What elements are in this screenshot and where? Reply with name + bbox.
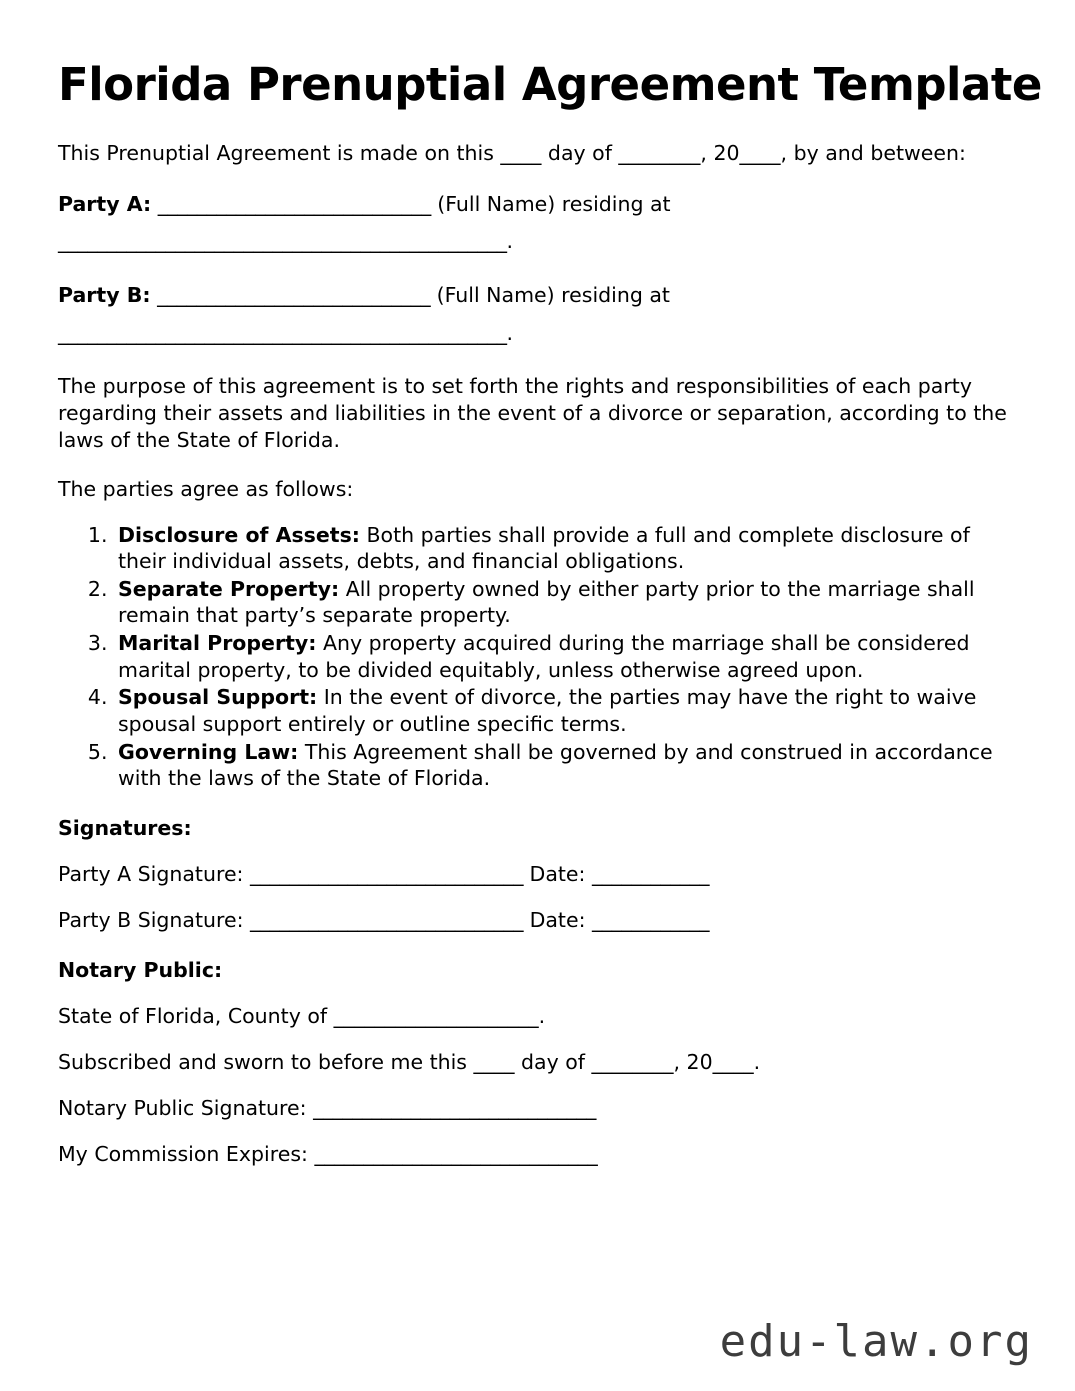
- party-a-line: [58, 190, 1013, 220]
- party-a-signature-blank: ____________________________: [250, 861, 523, 886]
- terms-list: [58, 522, 1013, 792]
- party-b-label: Party B:: [58, 283, 151, 308]
- term-title: Spousal Support:: [118, 685, 318, 710]
- list-item: [114, 739, 1013, 792]
- notary-commission-blank: _____________________________: [314, 1141, 598, 1166]
- party-b-name-blank: ____________________________: [157, 283, 431, 308]
- party-a-name-blank: ____________________________: [157, 191, 431, 216]
- list-item: [114, 630, 1013, 683]
- party-b-suffix: (Full Name) residing at: [436, 283, 670, 308]
- term-title: Governing Law:: [118, 739, 299, 764]
- list-item: [114, 522, 1013, 575]
- party-a-signature-line: [58, 862, 1013, 886]
- notary-signature-line: [58, 1096, 1013, 1120]
- party-a-label: Party A:: [58, 191, 152, 216]
- signatures-heading: Signatures:: [58, 815, 192, 840]
- party-a-date-blank: ____________: [591, 861, 709, 886]
- term-title: Marital Property:: [118, 631, 317, 656]
- term-title: Separate Property:: [118, 576, 340, 601]
- document-content: [58, 58, 1042, 1188]
- party-a-suffix: (Full Name) residing at: [437, 191, 671, 216]
- list-item: [114, 576, 1013, 629]
- page-title: Florida Prenuptial Agreement Template: [58, 58, 1042, 111]
- notary-commission-line: [58, 1142, 1013, 1166]
- term-text: This Agreement shall be governed by and construed in accordance with the laws of the State of Florida.: [118, 739, 993, 791]
- party-b-line: [58, 281, 1013, 311]
- term-text: Both parties shall provide a full and complete disclosure of their individual assets, debts, and financial obligations.: [118, 522, 970, 574]
- party-a-address-blank: ______________________________________________.: [58, 229, 513, 254]
- notary-signature-label: Notary Public Signature:: [58, 1095, 307, 1120]
- purpose-paragraph: The purpose of this agreement is to set forth the rights and responsibilities of each party regarding their assets and liabilities in the event of a divorce or separation, according to the laws of the State of Florida.: [58, 373, 1007, 453]
- party-b-signature-label: Party B Signature:: [58, 907, 244, 932]
- intro-paragraph: This Prenuptial Agreement is made on this ____ day of ________, 20____, by and between:: [58, 141, 966, 166]
- notary-state-county-line: State of Florida, County of ____________________.: [58, 1003, 546, 1028]
- party-b-date-blank: ____________: [592, 907, 710, 932]
- site-watermark: edu-law.org: [719, 1316, 1033, 1367]
- party-a-date-label: Date:: [529, 861, 586, 886]
- notary-heading: Notary Public:: [58, 957, 223, 982]
- party-b-signature-line: [58, 908, 1013, 932]
- term-title: Disclosure of Assets:: [118, 522, 360, 547]
- term-text: Any property acquired during the marriage shall be considered marital property, to be divided equitably, unless otherwise agreed upon.: [118, 631, 970, 682]
- notary-commission-label: My Commission Expires:: [58, 1141, 308, 1166]
- term-text: In the event of divorce, the parties may have the right to waive spousal support entirely or outline specific terms.: [118, 685, 977, 736]
- notary-sworn-line: Subscribed and sworn to before me this ____ day of ________, 20____.: [58, 1049, 761, 1074]
- party-a-signature-label: Party A Signature:: [58, 861, 244, 886]
- term-text: All property owned by either party prior to the marriage shall remain that party’s separate property.: [118, 576, 975, 628]
- party-b-signature-blank: ____________________________: [250, 907, 524, 932]
- agreement-lead-in: The parties agree as follows:: [58, 477, 354, 502]
- notary-signature-blank: _____________________________: [313, 1095, 596, 1120]
- party-b-date-label: Date:: [529, 907, 586, 932]
- list-item: [114, 684, 1013, 737]
- party-b-address-blank: ______________________________________________.: [58, 320, 513, 345]
